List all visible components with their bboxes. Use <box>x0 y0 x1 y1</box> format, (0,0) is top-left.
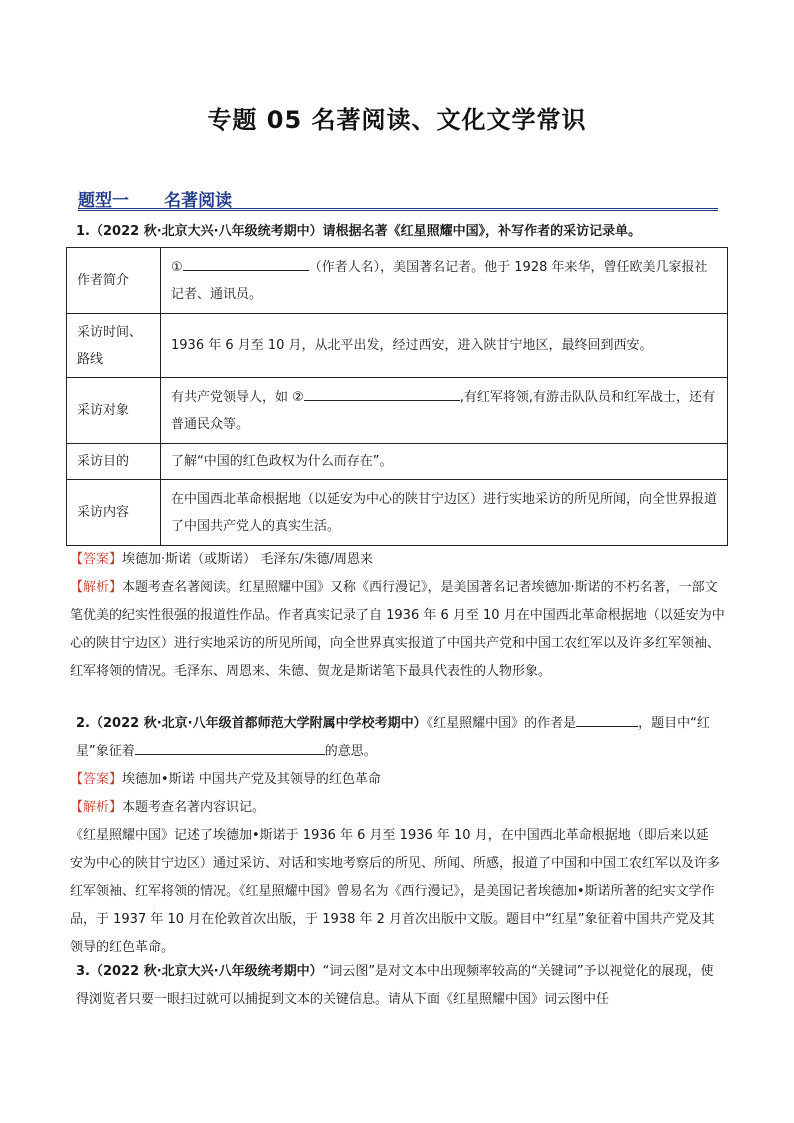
section-name: 名著阅读 <box>164 191 233 211</box>
stem-text: 《红星照耀中国》的作者是 <box>426 716 577 731</box>
row-text: （作者人名），美国著名记者。他于 1928 年来华，曾任欧美几家报社记者、通讯员。 <box>171 259 708 302</box>
question-2-analysis-head <box>70 794 730 822</box>
interview-record-table <box>66 247 728 546</box>
analysis-tag: 【解析】 <box>70 800 123 815</box>
answer-text: 埃德加·斯诺（或斯诺） 毛泽东/朱德/周恩来 <box>122 552 374 567</box>
answer-tag: 【答案】 <box>70 552 123 567</box>
answer-blank-3[interactable] <box>576 712 638 727</box>
answer-blank-2[interactable] <box>304 386 460 401</box>
answer-text: 埃德加•斯诺 中国共产党及其领导的红色革命 <box>122 772 381 787</box>
table-row <box>67 248 728 314</box>
row-label: 采访时间、路线 <box>67 314 161 378</box>
row-content <box>161 248 728 314</box>
question-2-answer <box>70 766 730 794</box>
row-label: 采访对象 <box>67 378 161 444</box>
analysis-text: 本题考查名著阅读。红星照耀中国》又称《西行漫记》，是美国著名记者埃德加·斯诺的不朽名著，一部文笔优美的纪实性很强的报道性作品。作者真实记录了自 1936 年 6 月至 10 月在中国西北革命根据地（以延安为中心的陕甘宁边区）进行实地采访的所见所闻，向全世界真实报道了中国共产党和中国工农红军以及许多红军领袖、红军将领的情况。毛泽东、周恩来、朱德、贺龙是斯诺笔下最具代表性的人物形象。 <box>70 580 725 679</box>
section-label: 题型一 <box>78 191 129 211</box>
table-row <box>67 444 728 480</box>
page-title: 专题 05 名著阅读、文化文学常识 <box>207 106 587 134</box>
analysis-tag: 【解析】 <box>70 580 123 595</box>
row-label: 采访目的 <box>67 444 161 480</box>
question-3-stem <box>76 958 724 1014</box>
row-content: 在中国西北革命根据地（以延安为中心的陕甘宁边区）进行实地采访的所见所闻，向全世界报道了中国共产党人的真实生活。 <box>161 480 728 546</box>
row-label: 作者简介 <box>67 248 161 314</box>
question-2-stem <box>76 710 724 766</box>
table-row <box>67 314 728 378</box>
question-1-answer <box>70 546 730 574</box>
question-2-source: 2.（2022 秋·北京·八年级首都师范大学附属中学校考期中） <box>76 716 427 731</box>
row-label: 采访内容 <box>67 480 161 546</box>
row-content: 了解“中国的红色政权为什么而存在”。 <box>161 444 728 480</box>
stem-text: “词云图”是对文本中出现频率较高的“关键词”予以视觉化的展现，使得浏览者只要一眼扫过就可以捕捉到文本的关键信息。请从下面《红星照耀中国》词云图中任 <box>76 964 714 1007</box>
analysis-text: 本题考查名著内容识记。 <box>122 800 266 815</box>
answer-tag: 【答案】 <box>70 772 123 787</box>
question-1-stem: 1.（2022 秋·北京大兴·八年级统考期中）请根据名著《红星照耀中国》，补写作者的采访记录单。 <box>76 224 642 239</box>
stem-text: ，题目中“红星”象征着 <box>76 716 710 759</box>
row-content <box>161 378 728 444</box>
section-heading <box>78 186 718 211</box>
question-3-source: 3.（2022 秋·北京大兴·八年级统考期中） <box>76 964 323 979</box>
row-text: ① <box>171 259 183 275</box>
stem-text: 的意思。 <box>324 744 377 759</box>
table-row <box>67 480 728 546</box>
answer-blank-4[interactable] <box>135 740 325 755</box>
question-1-analysis <box>70 574 730 686</box>
row-content: 1936 年 6 月至 10 月，从北平出发，经过西安，进入陕甘宁地区，最终回到西安。 <box>161 314 728 378</box>
answer-blank-1[interactable] <box>183 256 309 271</box>
question-2-analysis-body: 《红星照耀中国》记述了埃德加•斯诺于 1936 年 6 月至 1936 年 10 月，在中国西北革命根据地（即后来以延安为中心的陕甘宁边区）通过采访、对话和实地考察后的所见、所闻、所感，报道了中国和中国工农红军以及许多红军领袖、红军将领的情况。《红星照耀中国》曾易名为《西行漫记》，是美国记者埃德加•斯诺所著的纪实文学作品，于 1937 年 10 月在伦敦首次出版，于 1938 年 2 月首次出版中文版。题目中“红星”象征着中国共产党及其领导的红色革命。 <box>70 828 721 955</box>
row-text: ,有红军将领,有游击队队员和红军战士，还有普通民众等。 <box>171 389 716 432</box>
row-text: 有共产党领导人，如 ② <box>171 389 304 405</box>
table-row <box>67 378 728 444</box>
